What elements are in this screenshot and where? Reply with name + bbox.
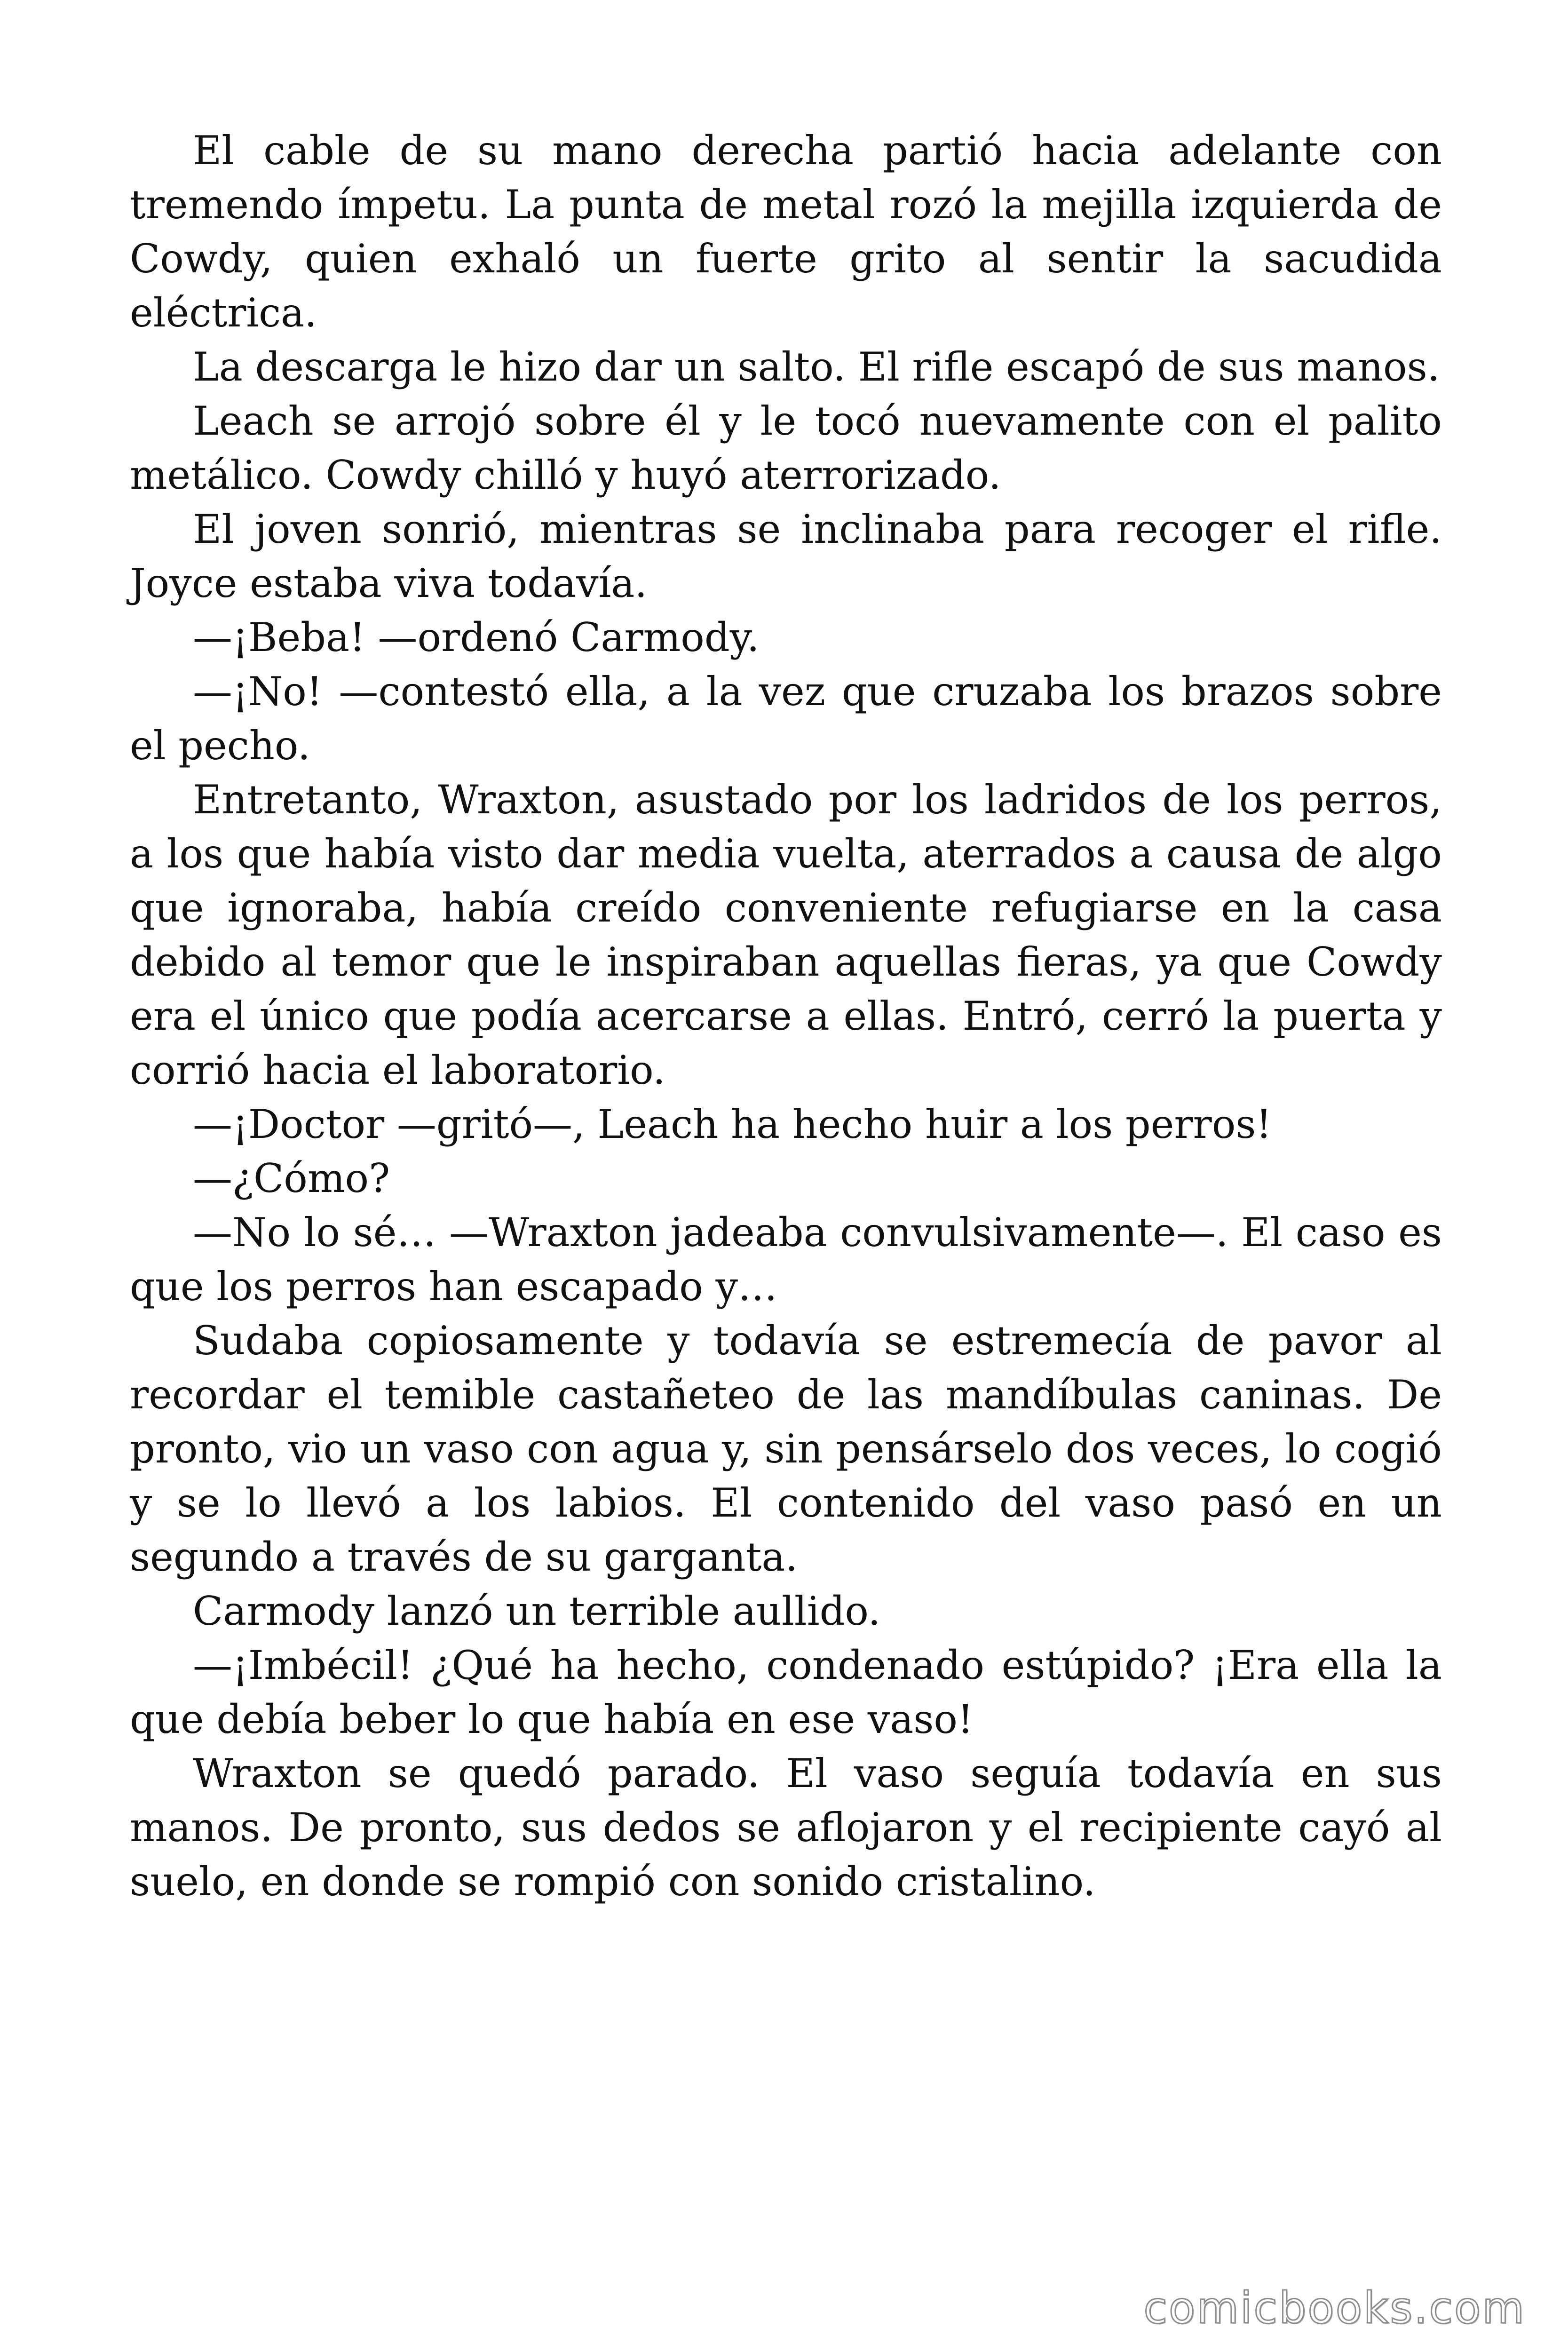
- watermark: comicbooks.com: [1143, 2283, 1526, 2333]
- paragraph: —¡Beba! —ordenó Carmody.: [193, 614, 760, 660]
- paragraph: —No lo sé… —Wraxton jadeaba convulsivamente—. El caso es que los perros han escapado y…: [130, 1209, 1442, 1310]
- paragraph: Carmody lanzó un terrible aullido.: [193, 1588, 881, 1634]
- paragraph: La descarga le hizo dar un salto. El rifle escapó de sus manos.: [193, 344, 1440, 390]
- paragraph: —¡Imbécil! ¿Qué ha hecho, condenado estúpido? ¡Era ella la que debía beber lo que había en ese vaso!: [130, 1642, 1442, 1742]
- body-text: [130, 124, 1442, 1909]
- paragraph: Entretanto, Wraxton, asustado por los ladridos de los perros, a los que había visto dar media vuelta, aterrados a causa de algo que ignoraba, había creído conveniente refugiarse en la casa debido al temor que le inspiraban aquellas fieras, ya que Cowdy era el único que podía acercarse a ellas. Entró, cerró la puerta y corrió hacia el laboratorio.: [130, 777, 1442, 1093]
- paragraph: —¡No! —contestó ella, a la vez que cruzaba los brazos sobre el pecho.: [130, 668, 1442, 769]
- paragraph: Wraxton se quedó parado. El vaso seguía todavía en sus manos. De pronto, sus dedos se aflojaron y el recipiente cayó al suelo, en donde se rompió con sonido cristalino.: [130, 1750, 1442, 1905]
- paragraph: Leach se arrojó sobre él y le tocó nuevamente con el palito metálico. Cowdy chilló y huyó aterrorizado.: [130, 398, 1442, 498]
- paragraph: Sudaba copiosamente y todavía se estremecía de pavor al recordar el temible castañeteo de las mandíbulas caninas. De pronto, vio un vaso con agua y, sin pensárselo dos veces, lo cogió y se lo llevó a los labios. El contenido del vaso pasó en un segundo a través de su garganta.: [130, 1318, 1442, 1580]
- paragraph: —¿Cómo?: [193, 1155, 390, 1201]
- paragraph: El joven sonrió, mientras se inclinaba para recoger el rifle. Joyce estaba viva todavía.: [130, 506, 1442, 606]
- paragraph: —¡Doctor —gritó—, Leach ha hecho huir a los perros!: [193, 1101, 1272, 1147]
- paragraph: El cable de su mano derecha partió hacia adelante con tremendo ímpetu. La punta de metal rozó la mejilla izquierda de Cowdy, quien exhaló un fuerte grito al sentir la sacudida eléctrica.: [130, 127, 1442, 336]
